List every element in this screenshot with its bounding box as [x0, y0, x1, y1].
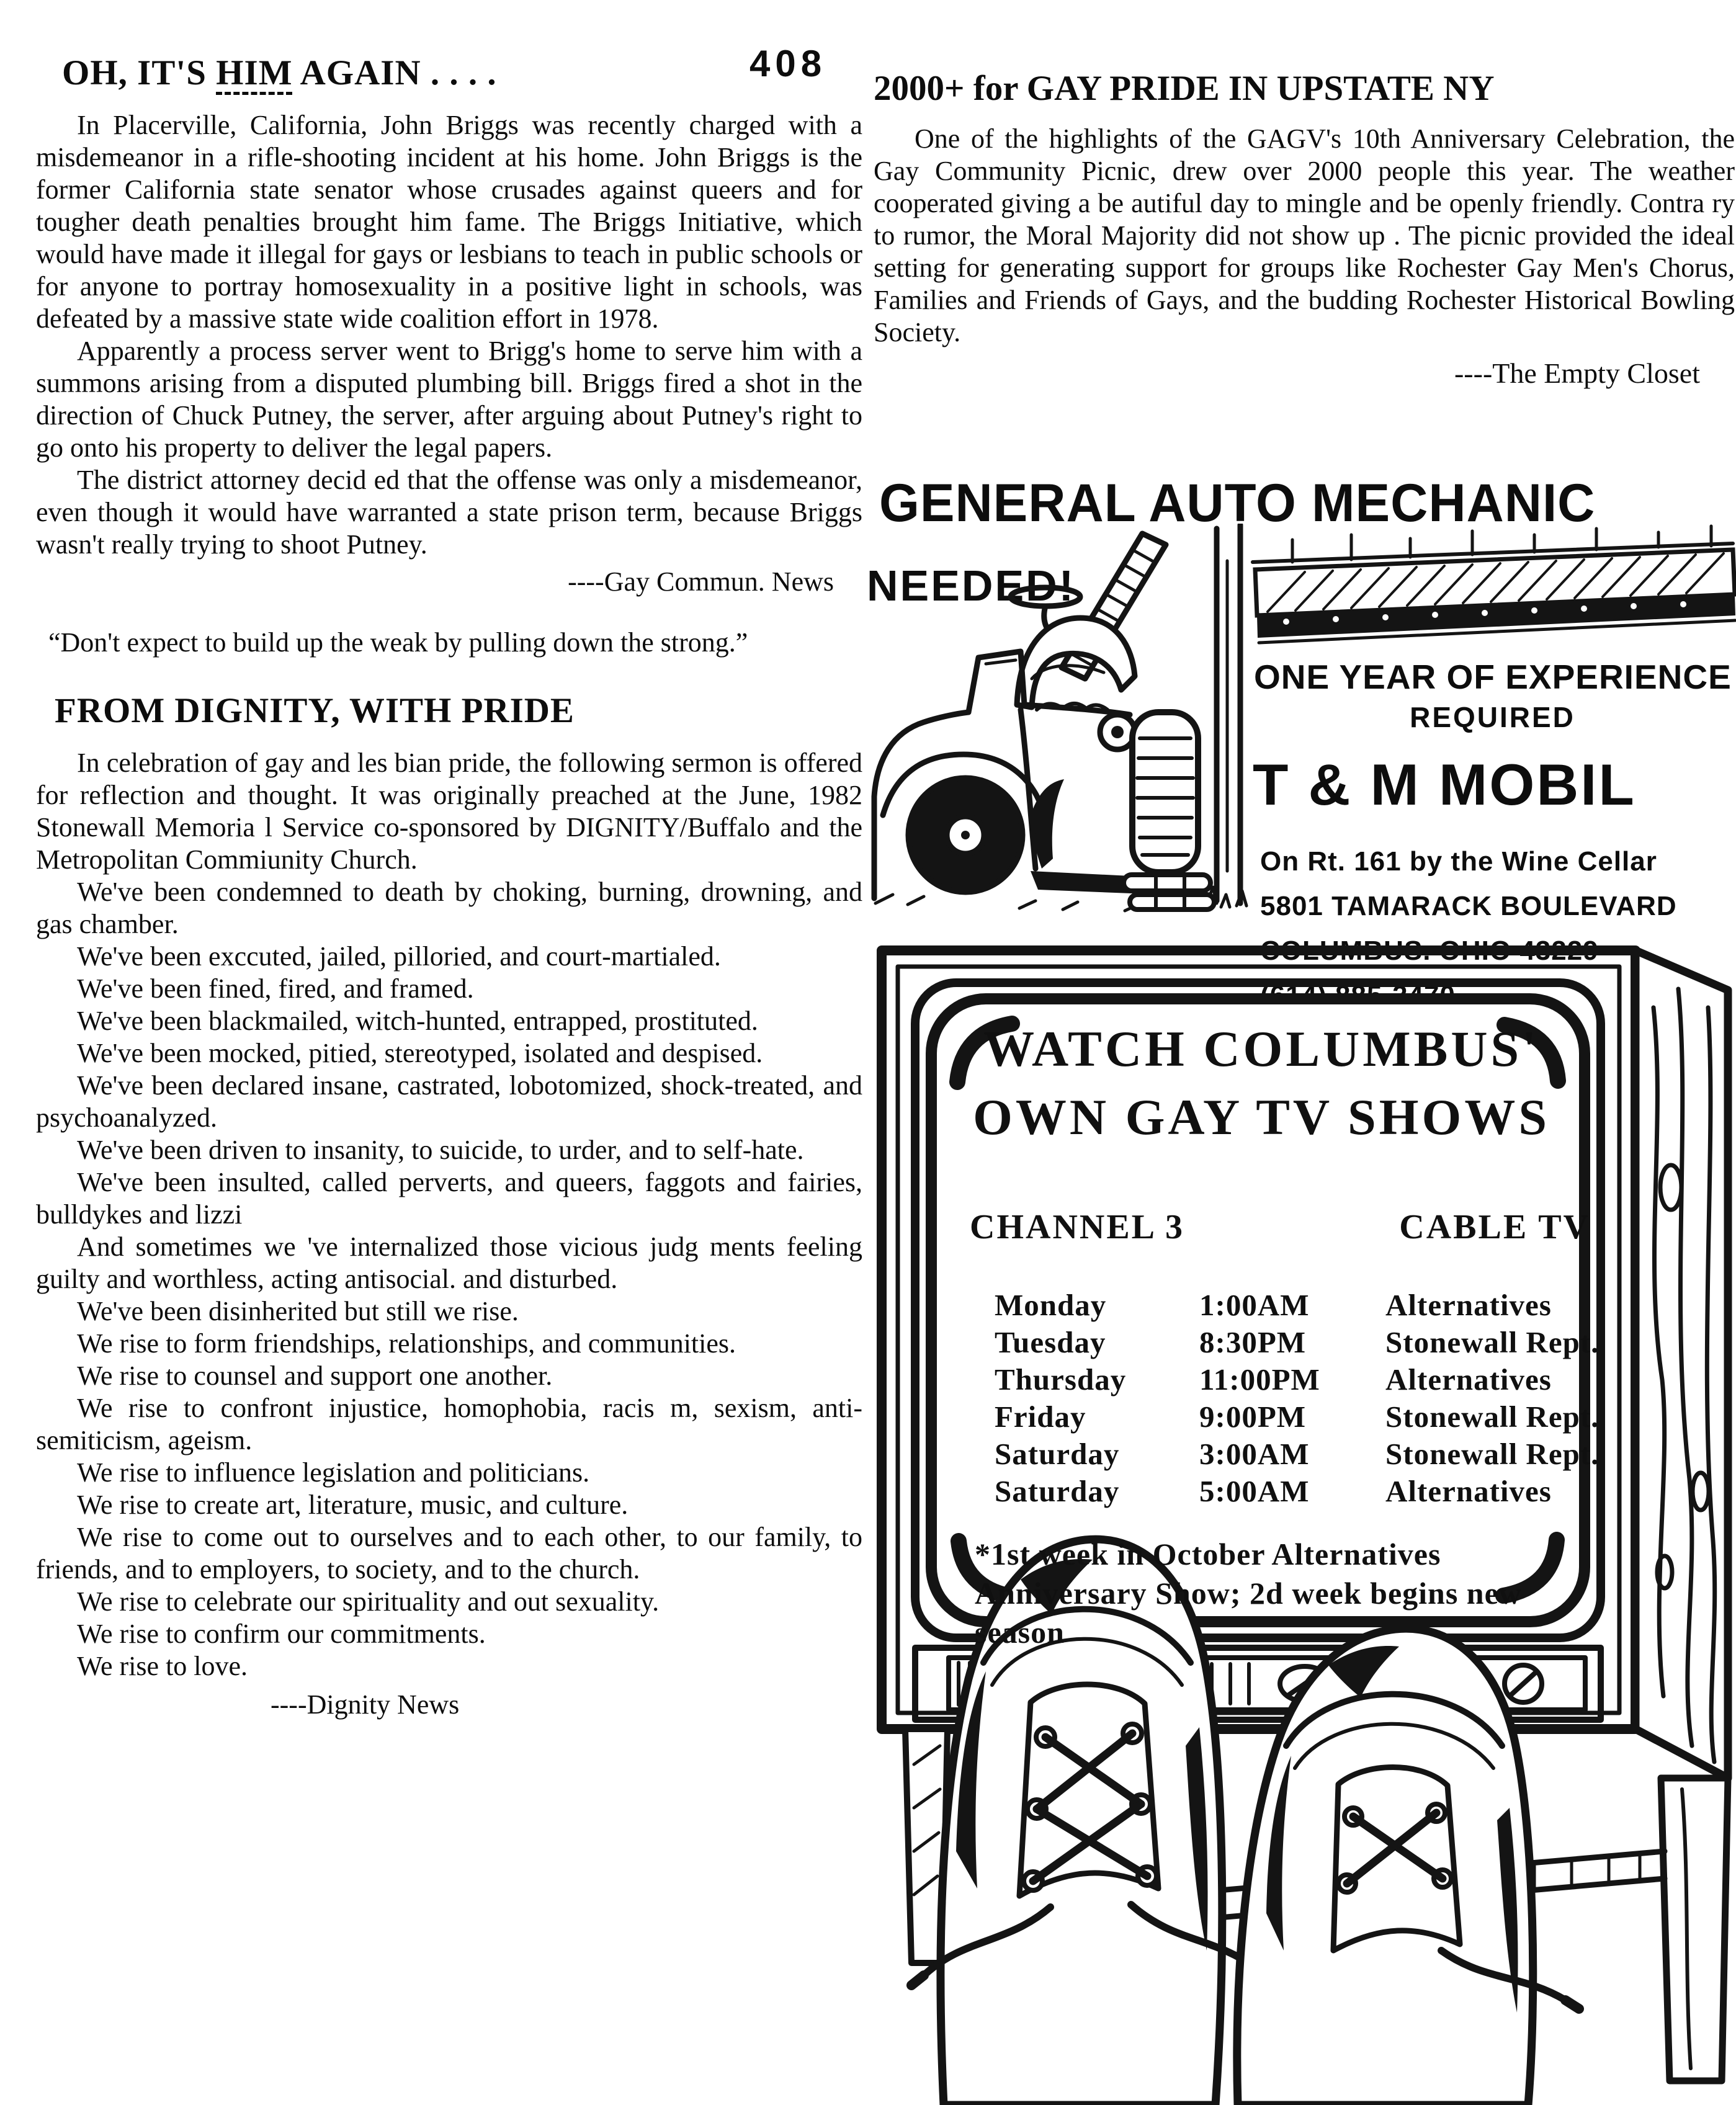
litany-line: We rise to influence legislation and politicians. — [77, 1457, 590, 1488]
schedule-time: 9:00PM — [1199, 1400, 1306, 1434]
schedule-day: Friday — [995, 1400, 1086, 1434]
litany-line: We rise to counsel and support one another. — [77, 1361, 553, 1391]
required-line: REQUIRED — [1410, 701, 1575, 733]
right-column — [874, 68, 1735, 390]
article-attribution: ----The Empty Closet — [1454, 357, 1700, 389]
schedule-time: 8:30PM — [1199, 1325, 1306, 1359]
article-title-oh-its-him — [62, 53, 862, 93]
schedule-day: Tuesday — [995, 1325, 1106, 1359]
litany-line: We've been insulted, called perverts, and queers, faggots and fairies, bulldykes and lizzi — [36, 1167, 862, 1230]
article-paragraph: The district attorney decid ed that the offense was only a misdemeanor, even though it would have warranted a state prison term, because Briggs wasn't really trying to shoot Putney. — [36, 465, 862, 560]
schedule-footnote: *1st week in October Alternatives Anniversary Show; 2d week begins new season — [975, 1537, 1522, 1650]
article-paragraph: Apparently a process server went to Brigg's home to serve him with a summons arising from a disputed plumbing bill. Briggs fired a shot in the direction of Chuck Putney, the server, after arguing about Putney's right to go onto his property to deliver the legal papers. — [36, 336, 862, 463]
schedule-show: Alternatives — [1385, 1288, 1552, 1322]
article-paragraph: One of the highlights of the GAGV's 10th Anniversary Celebration, the Gay Community Picnic, drew over 2000 people this year. The weather cooperated giving a be autiful day to mingle and be openly friendly. Contra ry to rumor, the Moral Majority did not show up . The picnic provided the ideal setting for generating support for groups like Rochester Gay Men's Chorus, Families and Friends of Gays, and the budding Rochester Historical Bowling Society. — [874, 123, 1735, 347]
litany-line: We've been declared insane, castrated, lobotomized, shock-treated, and psychoanalyzed. — [36, 1070, 862, 1133]
litany-line: We've been disinherited but still we rise. — [77, 1296, 519, 1326]
litany-line: We've been condemned to death by choking, burning, drowning, and gas chamber. — [36, 877, 862, 939]
channel-row — [970, 1207, 1590, 1247]
schedule-day: Monday — [995, 1288, 1107, 1322]
experience-requirement-line: ONE YEAR OF EXPERIENCE — [1254, 658, 1732, 696]
litany-line: We rise to create art, literature, music, and culture. — [77, 1490, 629, 1520]
schedule-show: Stonewall Rept. — [1385, 1325, 1600, 1359]
litany-line: We rise to celebrate our spirituality and out sexuality. — [77, 1586, 660, 1617]
tv-ad-title — [951, 1015, 1572, 1151]
schedule-day: Saturday — [995, 1437, 1120, 1471]
address-line: 5801 TAMARACK BOULEVARD — [1260, 891, 1677, 921]
car-illustration — [864, 524, 1252, 921]
litany-line: We rise to confront injustice, homophobia, racis m, sexism, anti-semiticism, ageism. — [36, 1393, 862, 1455]
left-column — [36, 53, 862, 1721]
dignity-intro: In celebration of gay and les bian pride, the following sermon is offered for reflection and thought. It was originally preached at the June, 1982 Stonewall Memoria l Service co-sponsored by DIGNITY/Buffalo and the Metropolitan Commiunity Church. — [36, 748, 862, 875]
schedule-time: 3:00AM — [1199, 1437, 1310, 1471]
article-title-gay-pride: 2000+ for GAY PRIDE IN UPSTATE NY — [874, 69, 1495, 108]
mechanic-help-wanted-ad — [866, 467, 1736, 966]
article-paragraph: In Placerville, California, John Briggs was recently charged with a misdemeanor in a rifle-shooting incident at his home. John Briggs is the former California state senator whose crusades against queers and for tougher death penalties brought him fame. The Briggs Initiative, which would have made it illegal for gays or lesbians to teach in public schools or for anyone to portray homosexuality in a positive light in schools, was defeated by a massive state wide coalition effort in 1978. — [36, 110, 862, 334]
litany-line: We rise to come out to ourselves and to each other, to our family, to friends, and to employers, to society, and to the church. — [36, 1522, 862, 1584]
page-number: 408 — [749, 43, 827, 84]
schedule-table — [995, 1287, 1599, 1510]
schedule-day: Saturday — [995, 1474, 1120, 1508]
litany-line: We rise to confirm our commitments. — [77, 1619, 486, 1649]
channel-label: CHANNEL 3 — [970, 1208, 1184, 1246]
address-line: On Rt. 161 by the Wine Cellar — [1260, 846, 1657, 877]
service-station-sign-illustration — [1249, 521, 1736, 648]
article-attribution: ----Dignity News — [271, 1689, 460, 1720]
schedule-time: 11:00PM — [1199, 1362, 1320, 1397]
schedule-show: Alternatives — [1385, 1362, 1552, 1397]
litany-line: We've been mocked, pitied, stereotyped, isolated and despised. — [77, 1038, 763, 1068]
tv-title-line1: WATCH COLUMBUS' — [983, 1021, 1539, 1077]
litany-line: We've been blackmailed, witch-hunted, entrapped, prostituted. — [77, 1006, 758, 1036]
schedule-day: Thursday — [995, 1362, 1127, 1397]
schedule-show: Stonewall Rept. — [1385, 1400, 1600, 1434]
gay-tv-shows-ad — [864, 921, 1736, 2105]
litany-line: We've been fined, fired, and framed. — [77, 973, 474, 1004]
ad-subheadline-needed: NEEDED! — [867, 561, 1076, 610]
address-line: COLUMBUS. OHIO 43229 — [1260, 936, 1599, 966]
litany-line: We've been exccuted, jailed, pilloried, and court-martialed. — [77, 941, 721, 972]
schedule-time: 1:00AM — [1199, 1288, 1310, 1322]
title-suffix: AGAIN . . . . — [292, 53, 497, 92]
title-prefix: OH, IT'S — [62, 53, 217, 92]
business-name: T & M MOBIL — [1253, 752, 1636, 817]
litany-line: We rise to form friendships, relationships, and communities. — [77, 1328, 736, 1359]
cable-tv-label: CABLE TV — [1399, 1208, 1590, 1246]
title-him-underlined: HIM — [216, 53, 293, 92]
tv-title-line2: OWN GAY TV SHOWS — [973, 1089, 1550, 1145]
schedule-show: Stonewall Rept. — [1385, 1437, 1600, 1471]
litany-line: And sometimes we 've internalized those vicious judg ments feeling guilty and worthless, acting antisocial. and disturbed. — [36, 1231, 862, 1294]
pull-quote: “Don't expect to build up the weak by pulling down the strong.” — [48, 627, 748, 658]
schedule-show: Alternatives — [1385, 1474, 1552, 1508]
article-attribution: ----Gay Commun. News — [568, 566, 834, 597]
ad-headline: GENERAL AUTO MECHANIC — [879, 473, 1596, 533]
schedule-time: 5:00AM — [1199, 1474, 1310, 1508]
litany-line: We rise to love. — [77, 1651, 248, 1681]
litany-line: We've been driven to insanity, to suicide, to urder, and to self-hate. — [77, 1135, 804, 1165]
article-title-from-dignity: FROM DIGNITY, WITH PRIDE — [55, 691, 575, 730]
